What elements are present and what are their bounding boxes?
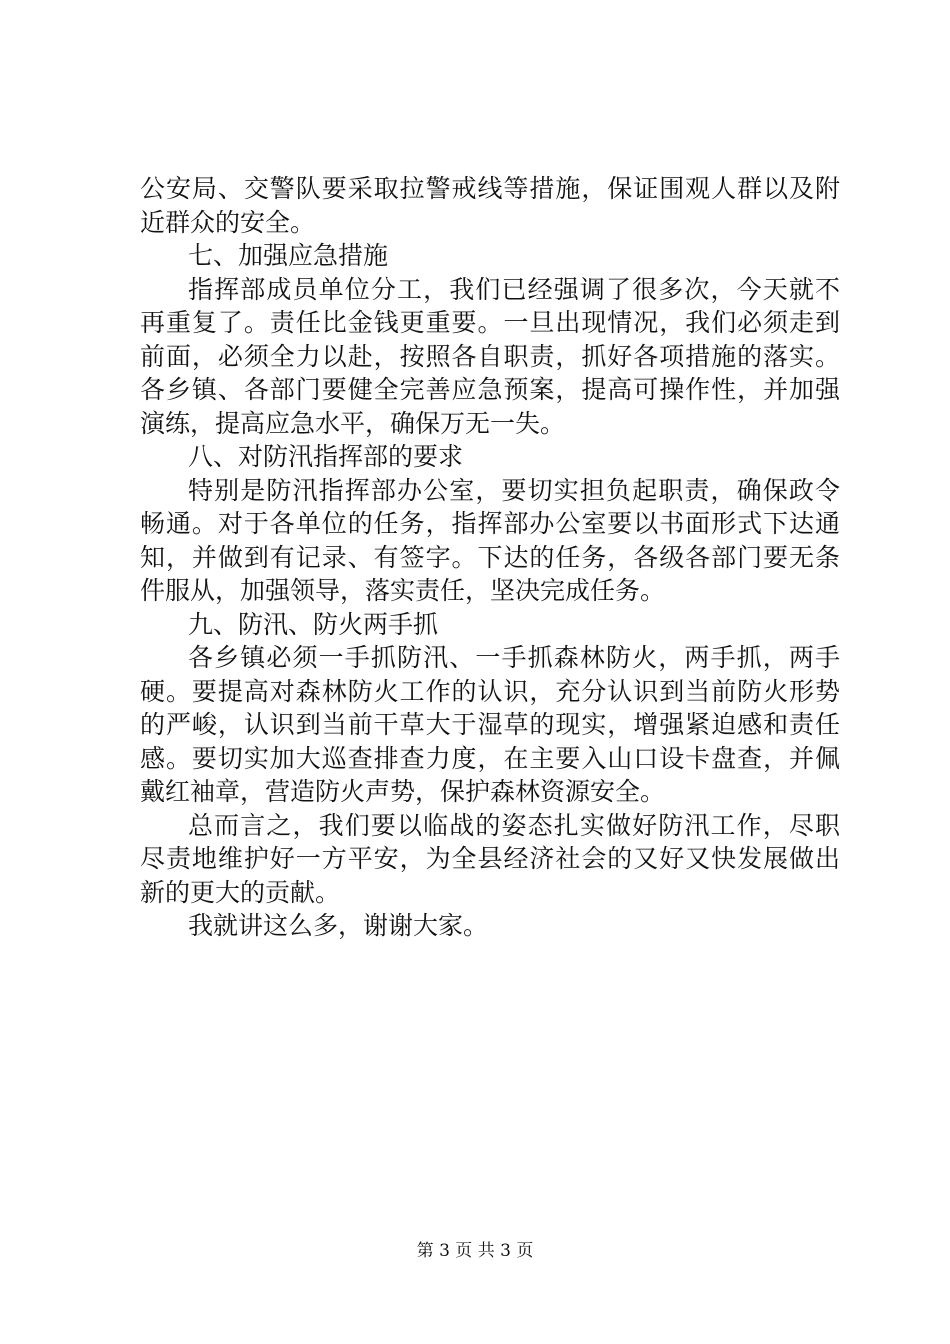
text-line: 尽责地维护好一方平安，为全县经济社会的又好又快发展做出 <box>140 844 840 873</box>
text-line: 戴红袖章，营造防火声势，保护森林资源安全。 <box>140 777 666 806</box>
text-line: 再重复了。责任比金钱更重要。一旦出现情况，我们必须走到 <box>140 308 840 337</box>
text-line: 知，并做到有记录、有签字。下达的任务，各级各部门要无条 <box>140 542 840 572</box>
text-line: 特别是防汛指挥部办公室，要切实担负起职责，确保政令 <box>188 475 840 505</box>
section-heading: 七、加强应急措施 <box>188 241 389 270</box>
text-line: 各乡镇、各部门要健全完善应急预案，提高可操作性，并加强 <box>140 375 840 404</box>
text-line: 感。要切实加大巡查排查力度，在主要入山口设卡盘查，并佩 <box>140 743 840 773</box>
document-body <box>140 172 840 943</box>
text-line: 演练，提高应急水平，确保万无一失。 <box>140 408 566 438</box>
text-line: 前面，必须全力以赴，按照各自职责，抓好各项措施的落实。 <box>140 341 840 371</box>
section-heading: 九、防汛、防火两手抓 <box>188 609 439 639</box>
page-number-footer: 第 3 页 共 3 页 <box>416 1241 534 1261</box>
text-line: 近群众的安全。 <box>140 207 316 237</box>
text-line: 指挥部成员单位分工，我们已经强调了很多次，今天就不 <box>188 274 840 304</box>
text-line: 硬。要提高对森林防火工作的认识，充分认识到当前防火形势 <box>140 676 840 706</box>
text-line: 我就讲这么多，谢谢大家。 <box>188 911 489 940</box>
text-line: 公安局、交警队要采取拉警戒线等措施，保证围观人群以及附 <box>140 174 840 203</box>
text-line: 总而言之，我们要以临战的姿态扎实做好防汛工作，尽职 <box>188 810 840 840</box>
text-line: 新的更大的贡献。 <box>140 877 341 907</box>
section-heading: 八、对防汛指挥部的要求 <box>188 442 464 471</box>
text-line: 件服从，加强领导，落实责任，坚决完成任务。 <box>140 576 666 605</box>
text-line: 的严峻，认识到当前干草大于湿草的现实，增强紧迫感和责任 <box>140 710 840 739</box>
text-line: 畅通。对于各单位的任务，指挥部办公室要以书面形式下达通 <box>140 509 840 538</box>
text-line: 各乡镇必须一手抓防汛、一手抓森林防火，两手抓，两手 <box>188 643 840 672</box>
